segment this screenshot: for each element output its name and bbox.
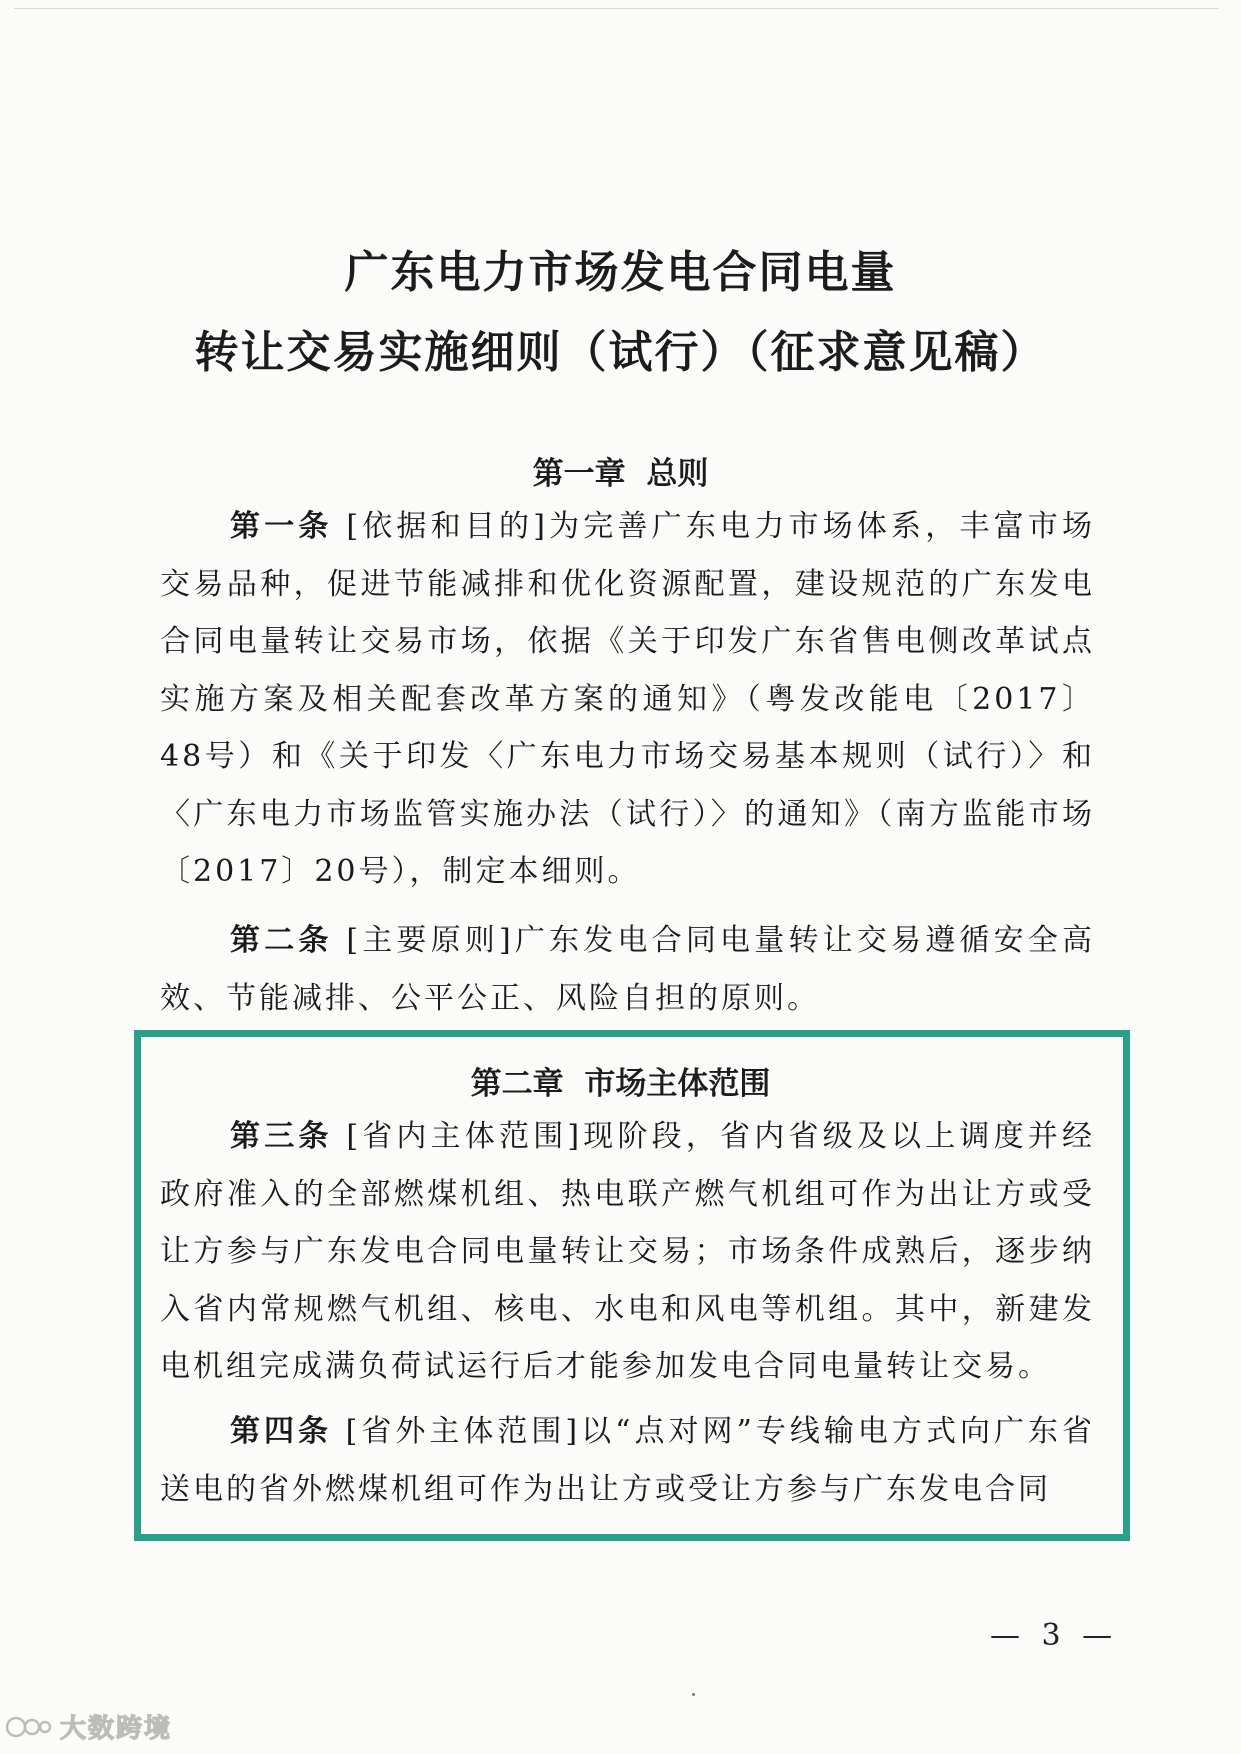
article-3 bbox=[160, 1108, 1095, 1396]
scan-edge-line bbox=[14, 8, 1219, 9]
chapter-heading-1: 第一章 总则 bbox=[532, 456, 709, 492]
article-3-text: [省内主体范围]现阶段，省内省级及以上调度并经政府准入的全部燃煤机组、热电联产燃气机组可作为出让方或受让方参与广东发电合同电量转让交易；市场条件成熟后，逐步纳入省内常规燃气机组、核电、水电和风电等机组。其中，新建发电机组完成满负荷试运行后才能参加发电合同电量转让交易。 bbox=[160, 1119, 1096, 1384]
chapter-heading-2: 第二章 市场主体范围 bbox=[470, 1066, 771, 1102]
article-4-text: [省外主体范围]以“点对网”专线输电方式向广东省送电的省外燃煤机组可作为出让方或受让方参与广东发电合同 bbox=[160, 1414, 1095, 1507]
article-1-label: 第一条 bbox=[230, 509, 333, 544]
watermark-text: 大数跨境 bbox=[60, 1714, 173, 1744]
document-title-line2: 转让交易实施细则（试行）（征求意见稿） bbox=[194, 327, 1047, 378]
article-4 bbox=[160, 1403, 1095, 1518]
article-2 bbox=[160, 912, 1095, 1027]
article-3-label: 第三条 bbox=[230, 1119, 333, 1154]
watermark bbox=[6, 1708, 172, 1745]
document-title-line1: 广东电力市场发电合同电量 bbox=[344, 247, 897, 298]
article-2-text: [主要原则]广东发电合同电量转让交易遵循安全高效、节能减排、公平公正、风险自担的原则。 bbox=[160, 923, 1096, 1016]
watermark-logo-icon bbox=[6, 1710, 52, 1744]
article-2-label: 第二条 bbox=[230, 923, 333, 958]
page-number: — 3 — bbox=[990, 1618, 1119, 1653]
article-1-text: [依据和目的]为完善广东电力市场体系，丰富市场交易品种，促进节能减排和优化资源配置，建设规范的广东发电合同电量转让交易市场，依据《关于印发广东省售电侧改革试点实施方案及相关配套改革方案的通知》（粤发改能电〔2017〕48号）和《关于印发〈广东电力市场交易基本规则（试行）〉和〈广东电力市场监管实施办法（试行）〉的通知》（南方监能市场〔2017〕20号），制定本细则。 bbox=[160, 509, 1096, 889]
scan-speck bbox=[692, 1693, 695, 1696]
article-1 bbox=[160, 498, 1095, 901]
article-4-label: 第四条 bbox=[230, 1414, 333, 1449]
